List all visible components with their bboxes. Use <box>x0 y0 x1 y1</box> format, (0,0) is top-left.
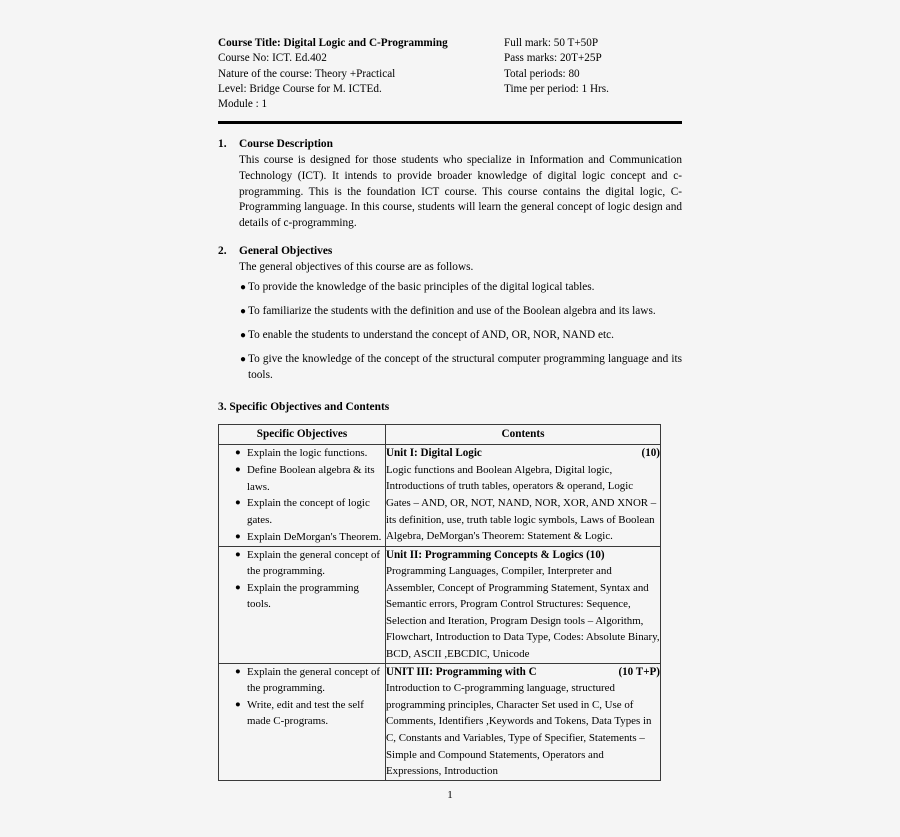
course-header-left-column <box>218 36 504 112</box>
objective-text: Define Boolean algebra & its laws. <box>247 464 375 493</box>
objective-text: Explain the programming tools. <box>247 581 359 611</box>
section-2-heading <box>218 244 682 259</box>
unit-hours-text: (10) <box>641 447 660 460</box>
objectives-cell <box>219 445 386 546</box>
course-title-value: Digital Logic and C-Programming <box>283 37 448 49</box>
bullet-icon: ● <box>235 549 241 560</box>
general-objective-text: To enable the students to understand the concept of AND, OR, NOR, NAND etc. <box>248 329 614 342</box>
course-level-line <box>218 82 504 97</box>
unit-title-row <box>386 445 660 462</box>
bullet-icon: ● <box>235 582 241 593</box>
objectives-cell <box>219 546 386 663</box>
page-number: 1 <box>447 789 453 801</box>
objectives-list <box>219 547 385 613</box>
total-periods-line: Total periods: 80 <box>504 67 580 80</box>
header-divider-rule <box>218 121 682 124</box>
list-item <box>218 280 682 296</box>
list-item <box>219 697 385 730</box>
bullet-icon: ● <box>235 666 241 677</box>
table-row <box>219 546 661 663</box>
section-1-title: Course Description <box>239 138 333 151</box>
objective-text: Explain the logic functions. <box>247 447 368 460</box>
course-header <box>218 36 682 112</box>
general-objectives-list <box>218 280 682 383</box>
section-2-title: General Objectives <box>239 245 333 258</box>
course-module-value: 1 <box>261 98 268 111</box>
list-item <box>219 547 385 580</box>
course-module-label: Module <box>218 98 256 111</box>
section-2-number: 2. <box>218 245 227 258</box>
table-row <box>219 445 661 546</box>
objective-text: Write, edit and test the self made C-programs. <box>247 698 364 728</box>
unit-title-row <box>386 664 660 681</box>
section-1-number: 1. <box>218 138 227 151</box>
general-objective-text: To give the knowledge of the concept of the structural computer programming language and its tools. <box>248 353 682 381</box>
course-nature-label: Nature of the course <box>218 67 310 80</box>
course-level-sep: : <box>243 82 250 95</box>
unit-title-text: Unit I: Digital Logic <box>386 447 482 460</box>
list-item <box>219 529 385 546</box>
contents-cell <box>386 445 661 546</box>
section-course-description <box>218 137 682 231</box>
unit-title-row <box>386 547 660 564</box>
bullet-icon: ● <box>240 354 247 366</box>
course-nature-value: Theory +Practical <box>314 67 396 80</box>
bullet-icon: ● <box>235 531 241 542</box>
bullet-icon: ● <box>235 465 241 476</box>
bullet-icon: ● <box>240 306 247 318</box>
course-nature-sep: : <box>309 67 315 80</box>
objective-text: Explain DeMorgan's Theorem. <box>247 530 382 543</box>
course-level-label: Level <box>218 82 244 95</box>
course-no-value: ICT. Ed.402 <box>272 52 327 65</box>
bullet-icon: ● <box>240 330 247 342</box>
unit-body-text: Programming Languages, Compiler, Interpreter and Assembler, Concept of Programming Statement, Syntax and Semantic errors, Program Control Structures: Sequence, Selection and Iteration, Program Design tools – Algorithm, Flowchart, Introduction to Data Type, Codes: Absolute Binary, BCD, ASCII ,EBCDIC, Unicode <box>386 565 660 661</box>
bullet-icon: ● <box>235 699 241 710</box>
section-1-body: This course is designed for those students who specialize in Information and Communication Technology (ICT). It intends to provide broader knowledge of digital logic concept and c-programming. This is the foundation ICT course. This course contains the digital logic, C-Programming language. In this course, students will learn the general concept of logic design and details of c-programming. <box>239 154 682 229</box>
section-2-body: The general objectives of this course are as follows. <box>239 261 474 274</box>
list-item <box>219 495 385 528</box>
full-mark-line: Full mark: 50 T+50P <box>504 37 599 49</box>
list-item <box>219 580 385 613</box>
list-item <box>219 445 385 462</box>
course-level-value: Bridge Course for M. ICTEd. <box>249 82 382 95</box>
course-module-sep: : <box>255 98 262 111</box>
course-title-line <box>218 36 504 51</box>
table-header-row <box>219 425 661 445</box>
unit-title-text: Unit II: Programming Concepts & Logics (10) <box>386 548 605 561</box>
table-row <box>219 663 661 780</box>
course-title-label: Course Title <box>218 37 277 49</box>
objective-text: Explain the general concept of the programming. <box>247 665 381 695</box>
course-nature-line <box>218 67 504 82</box>
unit-body-text: Introduction to C-programming language, structured programming principles, Character Set used in C, Use of Comments, Identifiers ,Keywords and Tokens, Data Types in C, Constants and Variables, Type of Specifier, Statements – Simple and Compound Statements, Operators and Expressions, Introduction <box>386 682 652 778</box>
unit-title-text: UNIT III: Programming with C <box>386 665 537 678</box>
unit-hours-text: (10 T+P) <box>618 665 660 678</box>
document-content <box>218 36 682 781</box>
bullet-icon: ● <box>235 498 241 509</box>
objectives-list <box>219 664 385 730</box>
objectives-list <box>219 445 385 545</box>
pass-marks-line: Pass marks: 20T+25P <box>504 52 602 65</box>
course-title-sep: : <box>276 37 284 49</box>
list-item <box>218 352 682 383</box>
time-per-period-line: Time per period: 1 Hrs. <box>504 82 609 95</box>
unit-body-text: Logic functions and Boolean Algebra, Digital logic, Introductions of truth tables, operators & operand, Logic Gates – AND, OR, NOT, NAND, NOR, XOR, AND XNOR – its definition, use, truth table logic symbols, Laws of Boolean Algebra, DeMorgan's Theorem: Statement & Logic. <box>386 463 657 543</box>
course-header-right-column <box>504 36 682 97</box>
bullet-icon: ● <box>235 448 241 459</box>
list-item <box>218 304 682 320</box>
section-general-objectives <box>218 244 682 383</box>
specific-objectives-table <box>218 424 661 781</box>
contents-cell <box>386 546 661 663</box>
general-objective-text: To provide the knowledge of the basic principles of the digital logical tables. <box>248 281 595 294</box>
bullet-icon: ● <box>240 282 247 294</box>
objectives-cell <box>219 663 386 780</box>
section-1-heading <box>218 137 682 152</box>
section-3-heading: 3. Specific Objectives and Contents <box>218 401 390 414</box>
list-item <box>219 462 385 495</box>
general-objective-text: To familiarize the students with the definition and use of the Boolean algebra and its laws. <box>248 305 656 318</box>
objective-text: Explain the concept of logic gates. <box>247 497 370 527</box>
course-no-label: Course No <box>218 52 267 65</box>
list-item <box>218 328 682 344</box>
column-header-contents: Contents <box>386 425 661 445</box>
course-module-line <box>218 97 504 112</box>
column-header-specific-objectives: Specific Objectives <box>219 425 386 445</box>
objective-text: Explain the general concept of the programming. <box>247 548 381 578</box>
list-item <box>219 664 385 697</box>
course-no-line <box>218 51 504 66</box>
contents-cell <box>386 663 661 780</box>
course-no-sep: : <box>266 52 273 65</box>
